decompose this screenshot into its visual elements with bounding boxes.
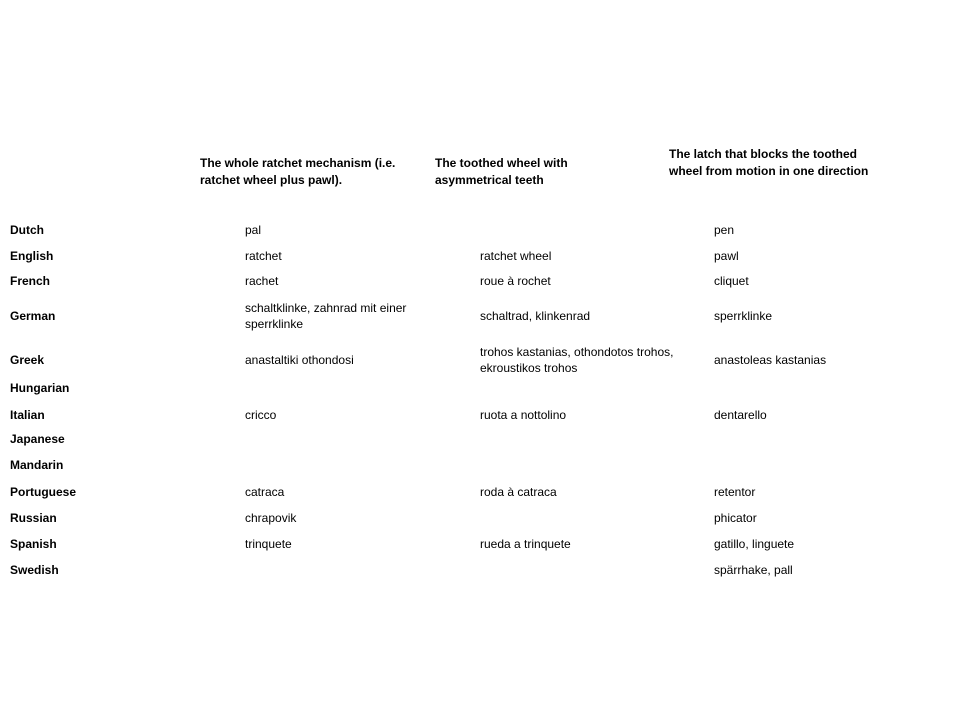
language-cell: Hungarian <box>10 381 70 395</box>
wheel-term-cell: schaltrad, klinkenrad <box>480 309 591 323</box>
mechanism-term-cell <box>245 375 445 401</box>
table-row <box>0 217 960 243</box>
mechanism-term-cell: ratchet <box>245 249 282 263</box>
mechanism-term-cell <box>245 557 445 583</box>
table-row <box>0 298 960 334</box>
language-cell: Greek <box>10 353 45 367</box>
table-row <box>0 342 960 378</box>
mechanism-term-cell: rachet <box>245 274 279 288</box>
language-cell: Portuguese <box>10 485 77 499</box>
wheel-term-cell <box>480 375 705 401</box>
latch-term-cell: anastoleas kastanias <box>714 353 827 367</box>
language-cell: Swedish <box>10 563 59 577</box>
wheel-term-cell <box>480 557 705 583</box>
latch-term-cell <box>714 375 914 401</box>
table-row <box>0 268 960 294</box>
wheel-term-cell: ruota a nottolino <box>480 408 567 422</box>
language-cell: Japanese <box>10 432 65 446</box>
table-row <box>0 402 960 428</box>
mechanism-term-cell: cricco <box>245 408 277 422</box>
mechanism-term-cell <box>245 426 445 452</box>
mechanism-term-cell: catraca <box>245 485 285 499</box>
wheel-term-cell <box>480 505 705 531</box>
column-header-latch: The latch that blocks the toothed wheel from motion in one direction <box>669 147 869 178</box>
latch-term-cell: phicator <box>714 511 757 525</box>
latch-term-cell: spärrhake, pall <box>714 563 793 577</box>
wheel-term-cell: roda à catraca <box>480 485 557 499</box>
wheel-term-cell <box>480 452 705 478</box>
latch-term-cell: cliquet <box>714 274 749 288</box>
table-row <box>0 505 960 531</box>
table-row <box>0 531 960 557</box>
language-cell: Russian <box>10 511 57 525</box>
latch-term-cell: dentarello <box>714 408 767 422</box>
language-cell: Dutch <box>10 223 44 237</box>
table-row <box>0 375 960 401</box>
latch-term-cell: pawl <box>714 249 739 263</box>
table-row <box>0 426 960 452</box>
language-cell: English <box>10 249 54 263</box>
mechanism-term-cell: schaltklinke, zahnrad mit einer sperrklinke <box>245 301 407 331</box>
wheel-term-cell: trohos kastanias, othondotos trohos, ekroustikos trohos <box>480 345 674 375</box>
mechanism-term-cell: anastaltiki othondosi <box>245 353 354 367</box>
table-row <box>0 557 960 583</box>
mechanism-term-cell: pal <box>245 223 262 237</box>
mechanism-term-cell <box>245 452 445 478</box>
wheel-term-cell: ratchet wheel <box>480 249 552 263</box>
latch-term-cell <box>714 426 914 452</box>
latch-term-cell: pen <box>714 223 735 237</box>
mechanism-term-cell: chrapovik <box>245 511 297 525</box>
language-cell: Italian <box>10 408 45 422</box>
language-cell: Spanish <box>10 537 57 551</box>
mechanism-term-cell: trinquete <box>245 537 292 551</box>
column-header-mechanism: The whole ratchet mechanism (i.e. ratchet wheel plus pawl). <box>200 156 396 187</box>
table-row <box>0 452 960 478</box>
language-cell: German <box>10 309 56 323</box>
latch-term-cell: gatillo, linguete <box>714 537 795 551</box>
column-header-wheel: The toothed wheel with asymmetrical teeth <box>435 156 568 187</box>
language-cell: French <box>10 274 51 288</box>
latch-term-cell <box>714 452 914 478</box>
table-row <box>0 243 960 269</box>
wheel-term-cell: roue à rochet <box>480 274 551 288</box>
wheel-term-cell <box>480 217 705 243</box>
wheel-term-cell <box>480 426 705 452</box>
latch-term-cell: sperrklinke <box>714 309 773 323</box>
table-row <box>0 479 960 505</box>
wheel-term-cell: rueda a trinquete <box>480 537 571 551</box>
language-cell: Mandarin <box>10 458 64 472</box>
latch-term-cell: retentor <box>714 485 756 499</box>
